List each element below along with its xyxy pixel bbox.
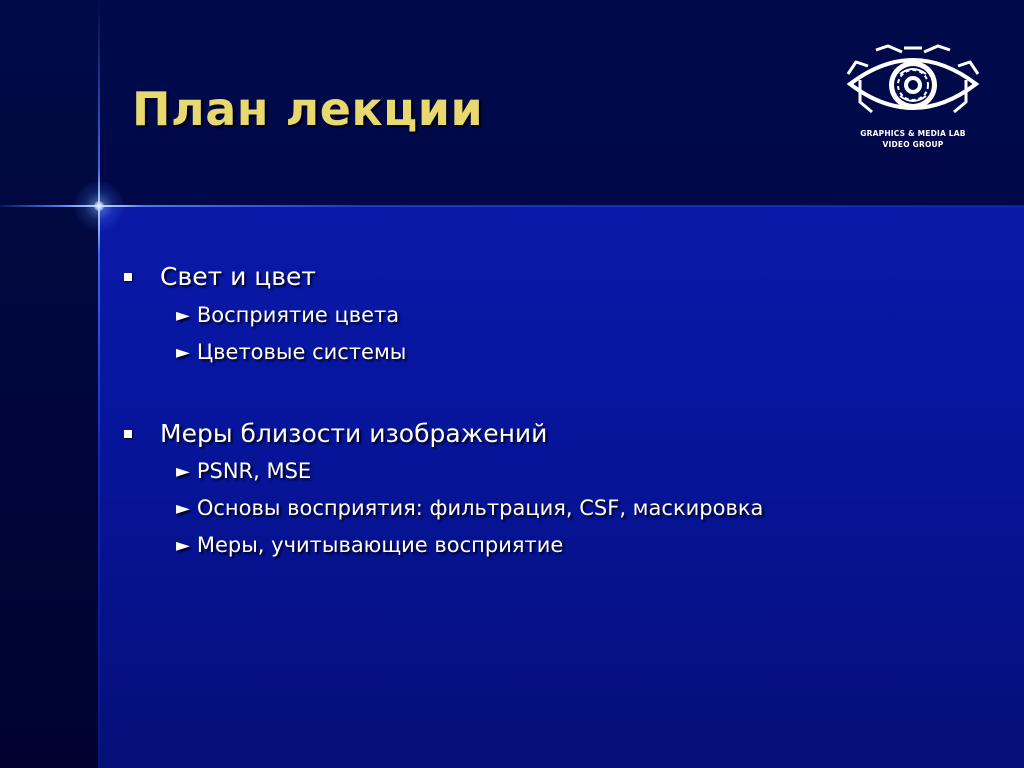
arrow-bullet-icon: ► xyxy=(176,341,190,363)
sub-item xyxy=(176,303,399,327)
sub-item xyxy=(176,496,763,520)
vertical-accent-line xyxy=(98,0,100,768)
bullet-text: Свет и цвет xyxy=(160,262,316,291)
arrow-bullet-icon: ► xyxy=(176,497,190,519)
sub-item-text: Цветовые системы xyxy=(196,340,407,364)
sub-item xyxy=(176,533,563,557)
horizontal-accent-line xyxy=(0,205,1024,207)
sub-item xyxy=(176,459,311,483)
eye-logo-icon xyxy=(842,40,984,128)
logo xyxy=(842,40,984,155)
arrow-bullet-icon: ► xyxy=(176,534,190,556)
sub-item xyxy=(176,340,406,364)
slide-title: План лекции xyxy=(132,82,484,136)
sub-item-text: Восприятие цвета xyxy=(196,303,400,327)
bullet-item xyxy=(124,419,547,448)
arrow-bullet-icon: ► xyxy=(176,304,190,326)
sub-item-text: PSNR, MSE xyxy=(196,459,312,483)
logo-text-line2: VIDEO GROUP xyxy=(882,140,944,149)
bullet-text: Меры близости изображений xyxy=(160,419,548,448)
bullet-item xyxy=(124,262,316,291)
left-band xyxy=(0,0,98,768)
square-bullet-icon xyxy=(124,273,132,281)
sub-item-text: Меры, учитывающие восприятие xyxy=(196,533,564,557)
arrow-bullet-icon: ► xyxy=(176,460,190,482)
logo-text-line1: GRAPHICS & MEDIA LAB xyxy=(860,129,966,138)
square-bullet-icon xyxy=(124,430,132,438)
sparkle-icon xyxy=(94,201,104,211)
sub-item-text: Основы восприятия: фильтрация, CSF, маскировка xyxy=(196,496,764,520)
